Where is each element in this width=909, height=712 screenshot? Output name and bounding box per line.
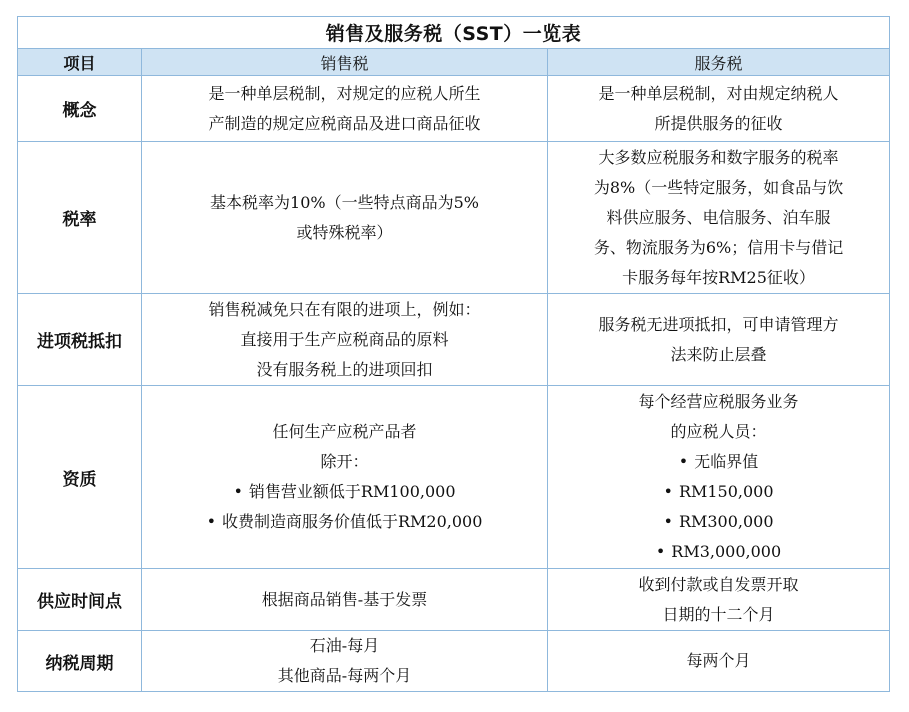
cell-line: 是一种单层税制，对规定的应税人所生 <box>208 83 481 103</box>
cell-line: 是一种单层税制，对由规定纳税人 <box>598 83 839 103</box>
bullet-icon: • <box>206 512 216 531</box>
sales-cell <box>142 631 548 692</box>
service-cell <box>548 294 890 386</box>
service-cell <box>548 569 890 631</box>
table-row-input-tax <box>18 294 890 386</box>
cell-line: 任何生产应税产品者 <box>272 422 417 441</box>
cell-line: 或特殊税率） <box>296 222 393 242</box>
cell-line: RM300,000 <box>678 512 774 531</box>
row-label: 概念 <box>18 76 142 142</box>
cell-line: 务、物流服务为6%；信用卡与借记 <box>593 237 844 257</box>
cell-line: 石油-每月 <box>309 636 380 655</box>
service-cell <box>548 631 890 692</box>
bullet-line <box>554 537 883 567</box>
cell-line: RM3,000,000 <box>671 542 782 561</box>
row-label: 税率 <box>18 142 142 294</box>
table-row-concept <box>18 76 890 142</box>
header-service-tax: 服务税 <box>548 49 890 76</box>
cell-line: 为8%（一些特定服务，如食品与饮 <box>593 177 844 197</box>
cell-line: 基本税率为10%（一些特点商品为5% <box>210 192 479 212</box>
bullet-icon: • <box>233 482 243 501</box>
bullet-icon: • <box>678 452 689 471</box>
bullet-icon: • <box>655 542 666 561</box>
header-item: 项目 <box>18 49 142 76</box>
sst-summary-table <box>17 16 890 692</box>
cell-line: 每个经营应税服务业务 <box>638 392 799 411</box>
cell-line: 每两个月 <box>686 651 751 670</box>
cell-line: 的应税人员： <box>670 422 767 441</box>
row-label: 进项税抵扣 <box>18 294 142 386</box>
row-label: 资质 <box>18 386 142 569</box>
table-row-supply-time <box>18 569 890 631</box>
header-sales-tax: 销售税 <box>142 49 548 76</box>
sales-cell <box>142 386 548 569</box>
cell-line: 大多数应税服务和数字服务的税率 <box>598 147 839 167</box>
table-row-rate <box>18 142 890 294</box>
cell-line: 无临界值 <box>694 452 759 471</box>
cell-line: 其他商品-每两个月 <box>277 666 412 685</box>
service-cell <box>548 76 890 142</box>
cell-line: 服务税无进项抵扣，可申请管理方 <box>598 314 839 334</box>
table-row-eligibility <box>18 386 890 569</box>
service-cell <box>548 386 890 569</box>
cell-line: 卡服务每年按RM25征收） <box>622 267 815 287</box>
sales-cell <box>142 142 548 294</box>
sales-cell <box>142 569 548 631</box>
cell-line: 没有服务税上的进项回扣 <box>256 359 433 379</box>
bullet-line <box>554 507 883 537</box>
bullet-icon: • <box>663 482 673 501</box>
row-label: 供应时间点 <box>18 569 142 631</box>
bullet-line <box>554 447 883 477</box>
cell-line: 销售税减免只在有限的进项上，例如： <box>208 299 481 319</box>
cell-line: 根据商品销售-基于发票 <box>261 589 428 609</box>
bullet-icon: • <box>663 512 673 531</box>
sales-cell <box>142 294 548 386</box>
table-row-tax-period <box>18 631 890 692</box>
cell-line: 收费制造商服务价值低于RM20,000 <box>222 512 483 531</box>
cell-line: 所提供服务的征收 <box>654 113 783 133</box>
cell-line: 除开： <box>320 452 369 471</box>
bullet-line <box>148 507 541 537</box>
row-label: 纳税周期 <box>18 631 142 692</box>
cell-line: 日期的十二个月 <box>662 604 775 624</box>
cell-line: 销售营业额低于RM100,000 <box>248 482 456 501</box>
header-row <box>18 49 890 76</box>
cell-line: 料供应服务、电信服务、泊车服 <box>606 207 831 227</box>
service-cell <box>548 142 890 294</box>
bullet-line <box>554 477 883 507</box>
cell-line: 法来防止层叠 <box>670 344 767 364</box>
cell-line: RM150,000 <box>678 482 774 501</box>
cell-line: 产制造的规定应税商品及进口商品征收 <box>208 113 481 133</box>
bullet-line <box>148 477 541 507</box>
table-title: 销售及服务税（SST）一览表 <box>18 17 890 49</box>
cell-line: 直接用于生产应税商品的原料 <box>240 329 449 349</box>
cell-line: 收到付款或自发票开取 <box>638 574 799 594</box>
sales-cell <box>142 76 548 142</box>
